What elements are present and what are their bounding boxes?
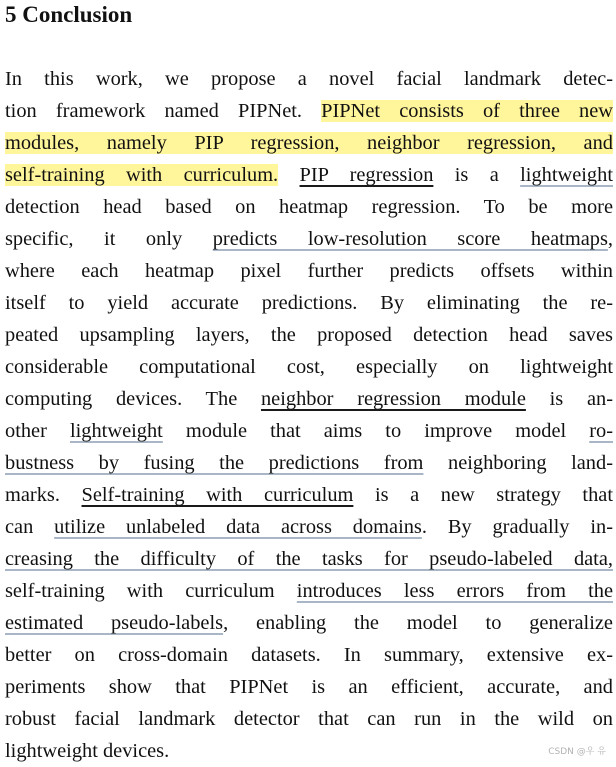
text-segment: is a xyxy=(433,164,521,186)
underlined-text-light: ro- xyxy=(589,420,613,442)
underlined-text-light: estimated pseudo-labels xyxy=(5,612,224,634)
text-segment: self-training with curriculum xyxy=(5,580,297,602)
text-segment: is a new strategy that xyxy=(353,484,613,506)
paragraph-line xyxy=(5,639,613,671)
paragraph-line xyxy=(5,703,613,735)
paragraph-line xyxy=(5,159,613,191)
text-segment: itself to yield accurate predictions. By eliminating the re- xyxy=(5,292,613,314)
paragraph-line xyxy=(5,511,613,543)
paragraph-line xyxy=(5,383,613,415)
paragraph-line xyxy=(5,127,613,159)
text-segment: detection head based on heatmap regression. To be more xyxy=(5,196,613,218)
underlined-text-light: creasing the difficulty of the tasks for pseudo-labeled data, xyxy=(5,548,613,570)
paragraph-line xyxy=(5,63,613,95)
underlined-text-dark: neighbor regression module xyxy=(260,388,526,410)
conclusion-paragraph xyxy=(5,63,613,767)
underlined-text-light: bustness by fusing the predictions from xyxy=(5,452,424,474)
paragraph-line xyxy=(5,95,613,127)
text-segment: robust facial landmark detector that can run in the wild on xyxy=(5,708,613,730)
text-segment: considerable computational cost, especially on lightweight xyxy=(5,356,613,378)
text-segment: lightweight devices. xyxy=(5,740,170,762)
text-segment xyxy=(278,164,299,186)
paragraph-line xyxy=(5,575,613,607)
text-segment: computing devices. The xyxy=(5,388,261,410)
text-segment: peated upsampling layers, the proposed detection head saves xyxy=(5,324,613,346)
text-segment: specific, it only xyxy=(5,228,213,250)
paragraph-line xyxy=(5,543,613,575)
text-segment: is an- xyxy=(525,388,613,410)
text-segment: tion framework named PIPNet. xyxy=(5,100,322,122)
underlined-text-light: lightweight xyxy=(520,164,613,186)
section-heading: 5 Conclusion xyxy=(5,2,133,27)
paragraph-line xyxy=(5,351,613,383)
paragraph-line xyxy=(5,191,613,223)
paragraph-line xyxy=(5,447,613,479)
paragraph-line xyxy=(5,223,613,255)
paragraph-line xyxy=(5,607,613,639)
text-segment: better on cross-domain datasets. In summary, extensive ex- xyxy=(5,644,613,666)
underlined-text-light: introduces less errors from the xyxy=(296,580,613,602)
underlined-text-light: predicts low-resolution score heatmaps xyxy=(212,228,608,250)
paragraph-line xyxy=(5,735,613,767)
underlined-text-dark: Self-training with curriculum xyxy=(81,484,354,506)
underlined-text-light: utilize unlabeled data across domains xyxy=(54,516,422,538)
highlighted-text: modules, namely PIP regression, neighbor regression, and xyxy=(5,132,613,154)
text-segment: In this work, we propose a novel facial landmark detec- xyxy=(5,68,613,90)
highlighted-text: self-training with curriculum. xyxy=(5,164,279,186)
text-segment: where each heatmap pixel further predicts offsets within xyxy=(5,260,613,282)
paragraph-line xyxy=(5,287,613,319)
text-segment: . By gradually in- xyxy=(421,516,613,538)
text-segment: can xyxy=(5,516,55,538)
text-segment: module that aims to improve model xyxy=(162,420,590,442)
highlighted-text: PIPNet consists of three new xyxy=(321,100,614,122)
text-segment: periments show that PIPNet is an efficient, accurate, and xyxy=(5,676,613,698)
watermark-text: CSDN @우 유 xyxy=(548,747,606,757)
text-segment: other xyxy=(5,420,70,442)
paragraph-line xyxy=(5,671,613,703)
underlined-text-light: lightweight xyxy=(69,420,163,442)
underlined-text-dark: PIP regression xyxy=(299,164,434,186)
paragraph-line xyxy=(5,415,613,447)
text-segment: , xyxy=(607,228,613,250)
paragraph-line xyxy=(5,479,613,511)
paragraph-line xyxy=(5,255,613,287)
text-segment: marks. xyxy=(5,484,82,506)
text-segment: , enabling the model to generalize xyxy=(223,612,613,634)
text-segment: neighboring land- xyxy=(423,452,613,474)
paragraph-line xyxy=(5,319,613,351)
